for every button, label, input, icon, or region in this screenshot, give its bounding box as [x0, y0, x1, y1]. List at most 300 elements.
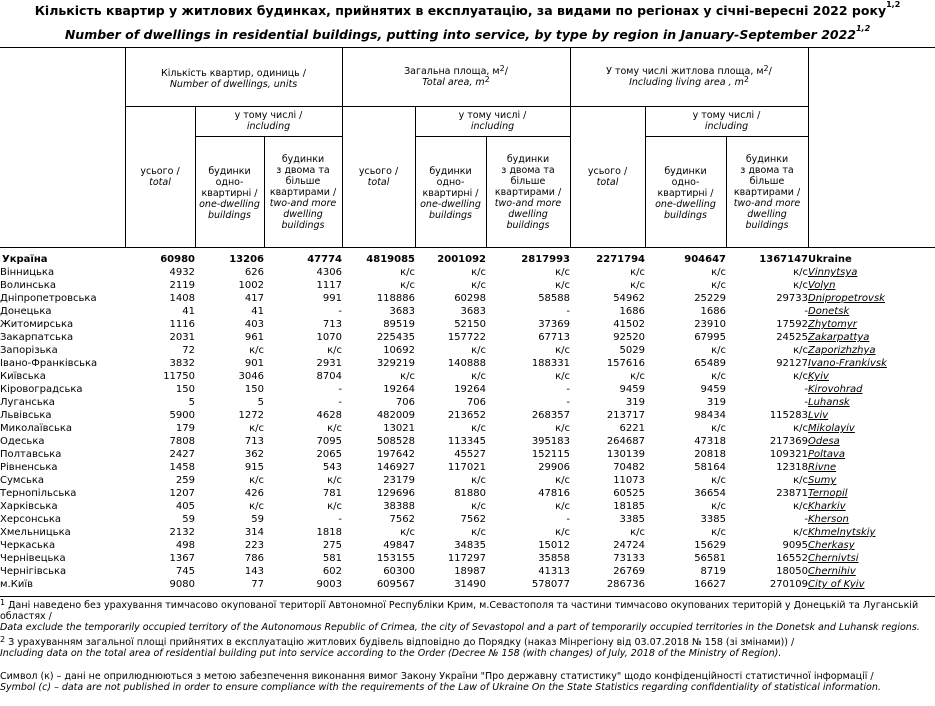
table-row — [0, 461, 935, 474]
value-cell: 3385 — [619, 514, 645, 525]
region-name-uk: Херсонська — [0, 514, 62, 525]
value-cell: 143 — [244, 566, 264, 577]
value-cell: 1367147 — [759, 254, 808, 265]
region-name-uk: Дніпропетровська — [0, 293, 97, 304]
value-cell: 81880 — [454, 488, 486, 499]
value-cell: - — [804, 384, 808, 395]
region-name-uk: Донецька — [0, 306, 52, 317]
region-name-uk: Тернопільська — [0, 488, 77, 499]
value-cell: 602 — [322, 566, 342, 577]
value-cell: 92520 — [613, 332, 645, 343]
table-row — [0, 552, 935, 565]
value-cell: 578077 — [531, 579, 570, 590]
value-cell: 4306 — [316, 267, 342, 278]
value-cell: 4819085 — [366, 254, 415, 265]
including-header: у тому числі / including — [458, 110, 527, 132]
value-cell: к/с — [249, 423, 264, 434]
value-cell: к/с — [711, 267, 726, 278]
value-cell: 915 — [244, 462, 264, 473]
footnote-3: Символ (к) – дані не оприлюднюються з метою забезпечення виконання вимог Закону України "Про державну статистику" щодо конфіденційності статистичної інформації / Symbol (c) – data are not published in order to ensure compliance with the requirements of the Law of Ukraine On the State Statistics regarding confidentiality of statistical information. — [0, 671, 881, 693]
value-cell: 60298 — [454, 293, 486, 304]
value-cell: - — [804, 397, 808, 408]
value-cell: 11073 — [613, 475, 645, 486]
value-cell: 713 — [244, 436, 264, 447]
value-cell: 7095 — [316, 436, 342, 447]
value-cell: к/с — [327, 423, 342, 434]
value-cell: к/с — [793, 423, 808, 434]
value-cell: 77 — [251, 579, 264, 590]
table-row — [0, 292, 935, 305]
value-cell: - — [338, 306, 342, 317]
value-cell: к/с — [249, 345, 264, 356]
value-cell: 904647 — [684, 254, 726, 265]
value-cell: 118886 — [376, 293, 415, 304]
value-cell: 60300 — [383, 566, 415, 577]
table-row — [0, 305, 935, 318]
value-cell: к/с — [793, 527, 808, 538]
value-cell: к/с — [711, 371, 726, 382]
value-cell: 286736 — [606, 579, 645, 590]
value-cell: к/с — [471, 267, 486, 278]
value-cell: 47816 — [538, 488, 570, 499]
value-cell: к/с — [327, 501, 342, 512]
value-cell: к/с — [711, 527, 726, 538]
value-cell: 58164 — [694, 462, 726, 473]
value-cell: 130139 — [606, 449, 645, 460]
including-header: у тому числі / including — [692, 110, 761, 132]
region-name-en: Kirovohrad — [808, 384, 863, 395]
value-cell: 9459 — [619, 384, 645, 395]
value-cell: 264687 — [606, 436, 645, 447]
value-cell: к/с — [630, 280, 645, 291]
title-english: Number of dwellings in residential buildings, putting into service, by type by region in January-September 2022$^{1,2}$ — [64, 24, 871, 42]
region-name-en: Zhytomyr — [808, 319, 857, 330]
value-cell: 10692 — [383, 345, 415, 356]
value-cell: к/с — [711, 501, 726, 512]
value-cell: 8704 — [316, 371, 342, 382]
value-cell: к/с — [555, 423, 570, 434]
value-cell: 45527 — [454, 449, 486, 460]
value-cell: к/с — [400, 371, 415, 382]
value-cell: 197642 — [376, 449, 415, 460]
value-cell: 35858 — [538, 553, 570, 564]
value-cell: - — [804, 514, 808, 525]
value-cell: 5 — [257, 397, 264, 408]
value-cell: 7562 — [389, 514, 415, 525]
value-cell: 34835 — [454, 540, 486, 551]
value-cell: к/с — [793, 345, 808, 356]
table-row — [0, 279, 935, 292]
region-name-en: Lviv — [808, 410, 829, 421]
table-row — [0, 422, 935, 435]
value-cell: 3832 — [169, 358, 195, 369]
value-cell: 140888 — [447, 358, 486, 369]
value-cell: к/с — [471, 475, 486, 486]
value-cell: 129696 — [376, 488, 415, 499]
value-cell: 117297 — [447, 553, 486, 564]
value-cell: 38388 — [383, 501, 415, 512]
value-cell: 60525 — [613, 488, 645, 499]
value-cell: к/с — [471, 423, 486, 434]
value-cell: - — [804, 306, 808, 317]
value-cell: - — [566, 306, 570, 317]
header-divider — [195, 136, 342, 137]
region-name-uk: Полтавська — [0, 449, 62, 460]
value-cell: 609567 — [376, 579, 415, 590]
value-cell: 745 — [175, 566, 195, 577]
value-cell: 319 — [625, 397, 645, 408]
value-cell: 24525 — [776, 332, 808, 343]
value-cell: 17592 — [776, 319, 808, 330]
group-header-total-area: Загальна площа, $м^2/$ Total area, $m^2$ — [404, 64, 508, 88]
value-cell: 270109 — [769, 579, 808, 590]
footnote-rule — [0, 596, 935, 597]
total-row — [0, 253, 935, 266]
value-cell: к/с — [400, 527, 415, 538]
value-cell: 1408 — [169, 293, 195, 304]
table-row — [0, 578, 935, 591]
region-name-uk: Луганська — [0, 397, 55, 408]
value-cell: к/с — [471, 280, 486, 291]
value-cell: к/с — [327, 475, 342, 486]
value-cell: 15012 — [538, 540, 570, 551]
value-cell: к/с — [555, 475, 570, 486]
table-row — [0, 513, 935, 526]
value-cell: 4932 — [169, 267, 195, 278]
region-name-en: Rivne — [808, 462, 837, 473]
value-cell: 225435 — [376, 332, 415, 343]
value-cell: 217369 — [769, 436, 808, 447]
value-cell: 1686 — [619, 306, 645, 317]
value-cell: 1818 — [316, 527, 342, 538]
value-cell: 26769 — [613, 566, 645, 577]
region-name-uk: Кіровоградська — [0, 384, 83, 395]
value-cell: 89519 — [383, 319, 415, 330]
value-cell: 2001092 — [437, 254, 486, 265]
value-cell: 314 — [244, 527, 264, 538]
value-cell: 59 — [182, 514, 195, 525]
one-dwelling-header: будинки одно- квартирні / one-dwelling buildings — [655, 166, 716, 221]
region-name-en: Chernivtsi — [808, 553, 859, 564]
table-row — [0, 448, 935, 461]
table-row — [0, 266, 935, 279]
value-cell: 65489 — [694, 358, 726, 369]
region-name-uk: Чернівецька — [0, 553, 66, 564]
header-divider — [415, 136, 570, 137]
value-cell: 275 — [322, 540, 342, 551]
value-cell: 41502 — [613, 319, 645, 330]
value-cell: 41 — [182, 306, 195, 317]
value-cell: 901 — [244, 358, 264, 369]
header-bottom-rule — [0, 247, 935, 248]
value-cell: 67995 — [694, 332, 726, 343]
value-cell: 9459 — [700, 384, 726, 395]
region-name-en: Kharkiv — [808, 501, 846, 512]
value-cell: 29906 — [538, 462, 570, 473]
value-cell: 2119 — [169, 280, 195, 291]
value-cell: к/с — [555, 267, 570, 278]
region-name-en: Luhansk — [808, 397, 850, 408]
table-row — [0, 396, 935, 409]
region-name-uk: Львівська — [0, 410, 52, 421]
value-cell: 15629 — [694, 540, 726, 551]
region-name-en: City of Kyiv — [808, 579, 865, 590]
value-cell: 2817993 — [521, 254, 570, 265]
value-cell: 2031 — [169, 332, 195, 343]
value-cell: 1116 — [169, 319, 195, 330]
value-cell: 3683 — [389, 306, 415, 317]
region-name-uk: Київська — [0, 371, 46, 382]
value-cell: 92127 — [776, 358, 808, 369]
value-cell: 23910 — [694, 319, 726, 330]
region-name-uk: Запорізька — [0, 345, 58, 356]
value-cell: 5 — [188, 397, 195, 408]
title-ukrainian: Кількість квартир у житлових будинках, прийнятих в експлуатацію, за видами по регіонах у січні-вересні 2022 року$^{1,2}$ — [34, 0, 901, 18]
table-row — [0, 526, 935, 539]
value-cell: 1367 — [169, 553, 195, 564]
value-cell: к/с — [630, 267, 645, 278]
value-cell: 12318 — [776, 462, 808, 473]
value-cell: 223 — [244, 540, 264, 551]
group-header-dwellings: Кількість квартир, одиниць / Number of dwellings, units — [160, 68, 306, 90]
value-cell: 4628 — [316, 410, 342, 421]
value-cell: 362 — [244, 449, 264, 460]
table-row — [0, 331, 935, 344]
value-cell: к/с — [555, 527, 570, 538]
value-cell: 25229 — [694, 293, 726, 304]
value-cell: 2271794 — [596, 254, 645, 265]
table-row — [0, 474, 935, 487]
value-cell: 73133 — [613, 553, 645, 564]
region-name-en: Sumy — [808, 475, 837, 486]
region-name-uk: Харківська — [0, 501, 58, 512]
value-cell: 706 — [466, 397, 486, 408]
two-dwelling-header: будинки з двома та більше квартирами / two-and more dwelling buildings — [269, 154, 337, 231]
value-cell: 5900 — [169, 410, 195, 421]
two-dwelling-header: будинки з двома та більше квартирами / two-and more dwelling buildings — [494, 154, 562, 231]
table-row — [0, 344, 935, 357]
value-cell: 24724 — [613, 540, 645, 551]
value-cell: 543 — [322, 462, 342, 473]
value-cell: 1070 — [316, 332, 342, 343]
value-cell: 115283 — [769, 410, 808, 421]
value-cell: к/с — [555, 501, 570, 512]
value-cell: 16627 — [694, 579, 726, 590]
table-row — [0, 539, 935, 552]
value-cell: 1458 — [169, 462, 195, 473]
value-cell: - — [566, 384, 570, 395]
region-name-en: Khmelnytskiy — [808, 527, 876, 538]
value-cell: 961 — [244, 332, 264, 343]
value-cell: 626 — [244, 267, 264, 278]
value-cell: 157722 — [447, 332, 486, 343]
header-divider — [125, 106, 808, 107]
value-cell: 1002 — [238, 280, 264, 291]
region-name-en: Zaporizhzhya — [808, 345, 876, 356]
value-cell: 16552 — [776, 553, 808, 564]
value-cell: к/с — [249, 501, 264, 512]
table-row — [0, 565, 935, 578]
value-cell: 781 — [322, 488, 342, 499]
value-cell: 117021 — [447, 462, 486, 473]
value-cell: 13206 — [229, 254, 264, 265]
value-cell: к/с — [793, 280, 808, 291]
value-cell: 70482 — [613, 462, 645, 473]
value-cell: 319 — [706, 397, 726, 408]
value-cell: 47318 — [694, 436, 726, 447]
value-cell: к/с — [793, 501, 808, 512]
region-name-en: Chernihiv — [808, 566, 856, 577]
footnote-1: $^1$ Дані наведено без урахування тимчасово окупованої території Автономної Республіки Крим, м.Севастополя та частини тимчасово окупованих територій у Донецькій та Луганській областях / Data exclude the temporarily occupied territory of the Autonomous Republic of Crimea, the city of Sevastopol and a part of temporarily occupied territories in the Donetsk and Luhansk regions. — [0, 598, 920, 633]
value-cell: 19264 — [383, 384, 415, 395]
region-name-en: Zakarpattya — [808, 332, 870, 343]
region-name-en: Cherkasy — [808, 540, 855, 551]
region-name-uk: м.Київ — [0, 579, 33, 590]
group-header-living-area: У тому числі житлова площа, $м^2/$ Including living area , $m^2$ — [606, 64, 772, 88]
value-cell: 6221 — [619, 423, 645, 434]
table-row — [0, 409, 935, 422]
value-cell: 7562 — [460, 514, 486, 525]
value-cell: 2931 — [316, 358, 342, 369]
value-cell: 72 — [182, 345, 195, 356]
value-cell: 3385 — [700, 514, 726, 525]
value-cell: 2132 — [169, 527, 195, 538]
value-cell: 1686 — [700, 306, 726, 317]
value-cell: 150 — [175, 384, 195, 395]
value-cell: к/с — [711, 280, 726, 291]
header-divider — [645, 136, 808, 137]
region-name-uk: Черкаська — [0, 540, 56, 551]
value-cell: 213717 — [606, 410, 645, 421]
value-cell: к/с — [711, 345, 726, 356]
value-cell: к/с — [471, 345, 486, 356]
region-name-uk: Волинська — [0, 280, 56, 291]
value-cell: - — [566, 397, 570, 408]
value-cell: к/с — [327, 345, 342, 356]
value-cell: 3683 — [460, 306, 486, 317]
region-name-uk: Україна — [2, 254, 48, 265]
value-cell: к/с — [555, 345, 570, 356]
value-cell: 157616 — [606, 358, 645, 369]
value-cell: 60980 — [160, 254, 195, 265]
value-cell: к/с — [711, 423, 726, 434]
value-cell: 498 — [175, 540, 195, 551]
value-cell: 405 — [175, 501, 195, 512]
value-cell: к/с — [630, 527, 645, 538]
region-name-uk: Івано-Франківська — [0, 358, 98, 369]
value-cell: к/с — [555, 280, 570, 291]
table-row — [0, 487, 935, 500]
value-cell: к/с — [471, 527, 486, 538]
header-top-rule — [0, 47, 935, 48]
header-divider — [808, 47, 809, 247]
value-cell: 713 — [322, 319, 342, 330]
value-cell: 20818 — [694, 449, 726, 460]
value-cell: 179 — [175, 423, 195, 434]
value-cell: 11750 — [163, 371, 195, 382]
value-cell: 426 — [244, 488, 264, 499]
table-row — [0, 318, 935, 331]
table-row — [0, 435, 935, 448]
value-cell: 991 — [322, 293, 342, 304]
two-dwelling-header: будинки з двома та більше квартирами / two-and more dwelling buildings — [733, 154, 801, 231]
value-cell: 786 — [244, 553, 264, 564]
value-cell: 395183 — [531, 436, 570, 447]
value-cell: 9095 — [782, 540, 808, 551]
value-cell: 259 — [175, 475, 195, 486]
value-cell: - — [566, 514, 570, 525]
value-cell: 19264 — [454, 384, 486, 395]
value-cell: 52150 — [454, 319, 486, 330]
value-cell: 36654 — [694, 488, 726, 499]
region-name-uk: Вінницька — [0, 267, 55, 278]
total-header: усього / total — [587, 166, 628, 188]
value-cell: 329219 — [376, 358, 415, 369]
value-cell: 150 — [244, 384, 264, 395]
region-name-uk: Сумська — [0, 475, 45, 486]
total-header: усього / total — [140, 166, 180, 188]
value-cell: 58588 — [538, 293, 570, 304]
value-cell: 47774 — [307, 254, 342, 265]
value-cell: 1117 — [316, 280, 342, 291]
value-cell: 9003 — [316, 579, 342, 590]
value-cell: к/с — [249, 475, 264, 486]
value-cell: 37369 — [538, 319, 570, 330]
one-dwelling-header: будинки одно- квартирні / one-dwelling buildings — [199, 166, 260, 221]
value-cell: 213652 — [447, 410, 486, 421]
value-cell: 18050 — [776, 566, 808, 577]
region-name-uk: Миколаївська — [0, 423, 73, 434]
value-cell: 5029 — [619, 345, 645, 356]
region-name-en: Vinnytsya — [808, 267, 858, 278]
value-cell: 9080 — [169, 579, 195, 590]
one-dwelling-header: будинки одно- квартирні / one-dwelling buildings — [420, 166, 481, 221]
value-cell: 417 — [244, 293, 264, 304]
value-cell: 7808 — [169, 436, 195, 447]
region-name-uk: Одеська — [0, 436, 45, 447]
value-cell: 18987 — [454, 566, 486, 577]
footnote-2: $^2$ З урахуванням загальної площі прийнятих в експлуатацію житлових будівель відповідно до Порядку (наказ Мінрегіону від 03.07.2018 № 158 (зі змінами)) / Including data on the total area of residential building put into service according to the Order (Decree № 158 (with changes) of July, 2018 of the Ministry of Region). — [0, 635, 795, 659]
value-cell: 56581 — [694, 553, 726, 564]
value-cell: 508528 — [376, 436, 415, 447]
value-cell: 54962 — [613, 293, 645, 304]
value-cell: - — [338, 384, 342, 395]
value-cell: - — [338, 397, 342, 408]
value-cell: 98434 — [694, 410, 726, 421]
value-cell: к/с — [793, 475, 808, 486]
value-cell: 8719 — [700, 566, 726, 577]
region-name-uk: Закарпатська — [0, 332, 74, 343]
value-cell: 2427 — [169, 449, 195, 460]
value-cell: 29733 — [776, 293, 808, 304]
total-header: усього / total — [358, 166, 399, 188]
region-name-en: Kherson — [808, 514, 849, 525]
value-cell: 113345 — [447, 436, 486, 447]
value-cell: - — [338, 514, 342, 525]
value-cell: 188331 — [531, 358, 570, 369]
region-name-en: Ukraine — [808, 254, 852, 265]
value-cell: 31490 — [454, 579, 486, 590]
value-cell: 581 — [322, 553, 342, 564]
value-cell: к/с — [711, 475, 726, 486]
region-name-en: Mikolayiv — [808, 423, 855, 434]
value-cell: к/с — [793, 371, 808, 382]
value-cell: к/с — [471, 501, 486, 512]
including-header: у тому числі / including — [234, 110, 303, 132]
table-row — [0, 383, 935, 396]
data-table — [0, 253, 935, 591]
value-cell: 403 — [244, 319, 264, 330]
